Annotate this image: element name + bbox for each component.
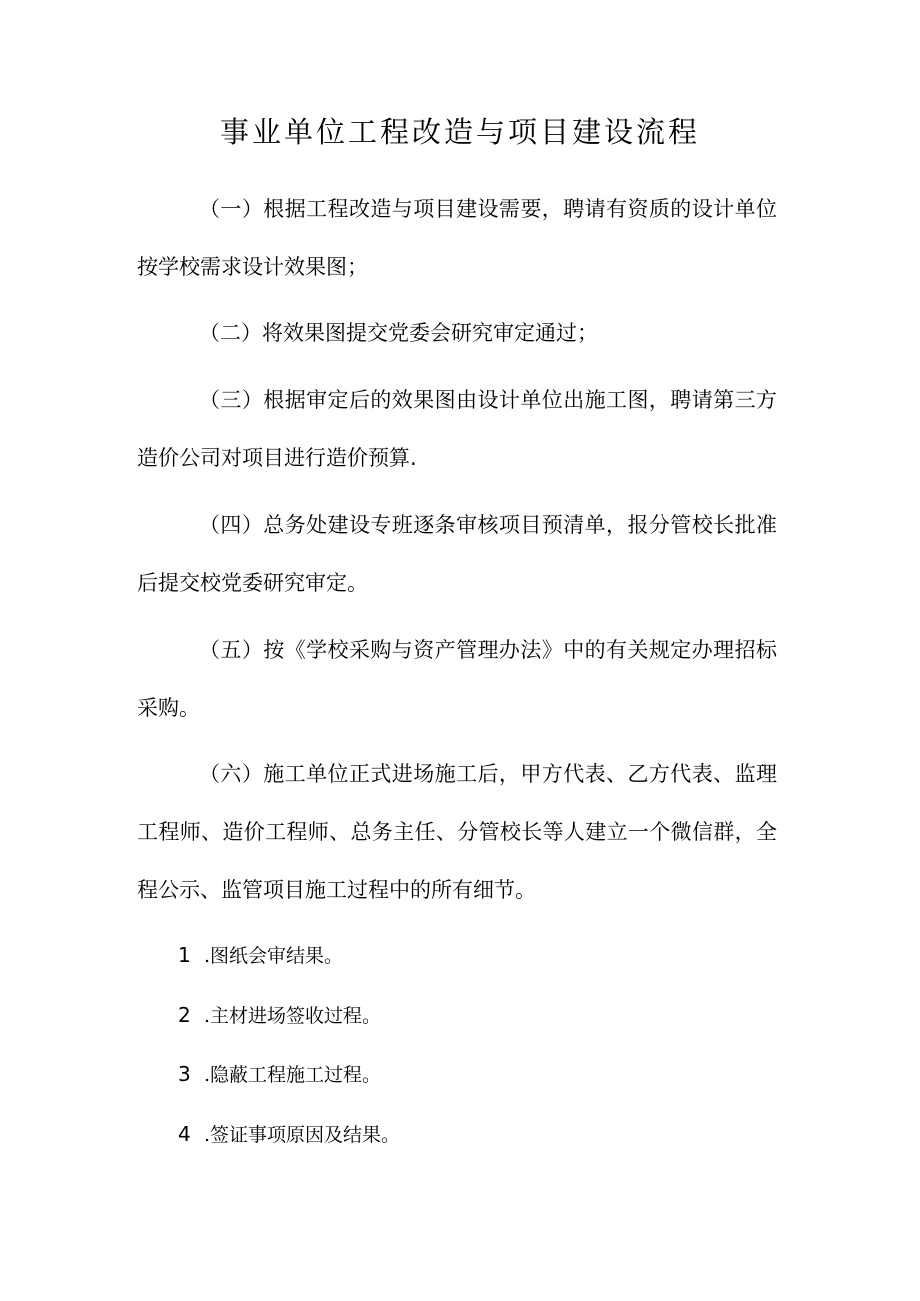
list-item: [178, 1000, 381, 1031]
paragraph-2: （二）将效果图提交党委会研究审定通过；: [199, 321, 598, 345]
list-item: [178, 1059, 381, 1090]
list-item-text: .签证事项原因及结果。: [204, 1124, 401, 1146]
paragraph-5: （五）按《学校采购与资产管理办法》中的有关规定办理招标采购。: [137, 638, 777, 720]
paragraph-6: （六）施工单位正式进场施工后，甲方代表、乙方代表、监理工程师、造价工程师、总务主任、分管校长等人建立一个微信群，全程公示、监管项目施工过程中的所有细节。: [137, 762, 777, 902]
list-item-number: 3: [178, 1062, 191, 1086]
list-item: [178, 1119, 400, 1150]
list-item-text: .图纸会审结果。: [204, 945, 344, 967]
list-item-text: .主材进场签收过程。: [204, 1005, 382, 1027]
document-title: 事业单位工程改造与项目建设流程: [219, 115, 700, 149]
paragraph-4: （四）总务处建设专班逐条审核项目预清单，报分管校长批准后提交校党委研究审定。: [137, 513, 777, 595]
list-item: [178, 940, 343, 971]
list-item-text: .隐蔽工程施工过程。: [204, 1064, 382, 1086]
paragraph-1: （一）根据工程改造与项目建设需要，聘请有资质的设计单位按学校需求设计效果图；: [137, 197, 777, 279]
list-item-number: 1: [178, 943, 191, 967]
list-item-number: 4: [178, 1122, 191, 1146]
list-item-number: 2: [178, 1003, 191, 1027]
paragraph-3: （三）根据审定后的效果图由设计单位出施工图，聘请第三方造价公司对项目进行造价预算.: [137, 388, 777, 470]
